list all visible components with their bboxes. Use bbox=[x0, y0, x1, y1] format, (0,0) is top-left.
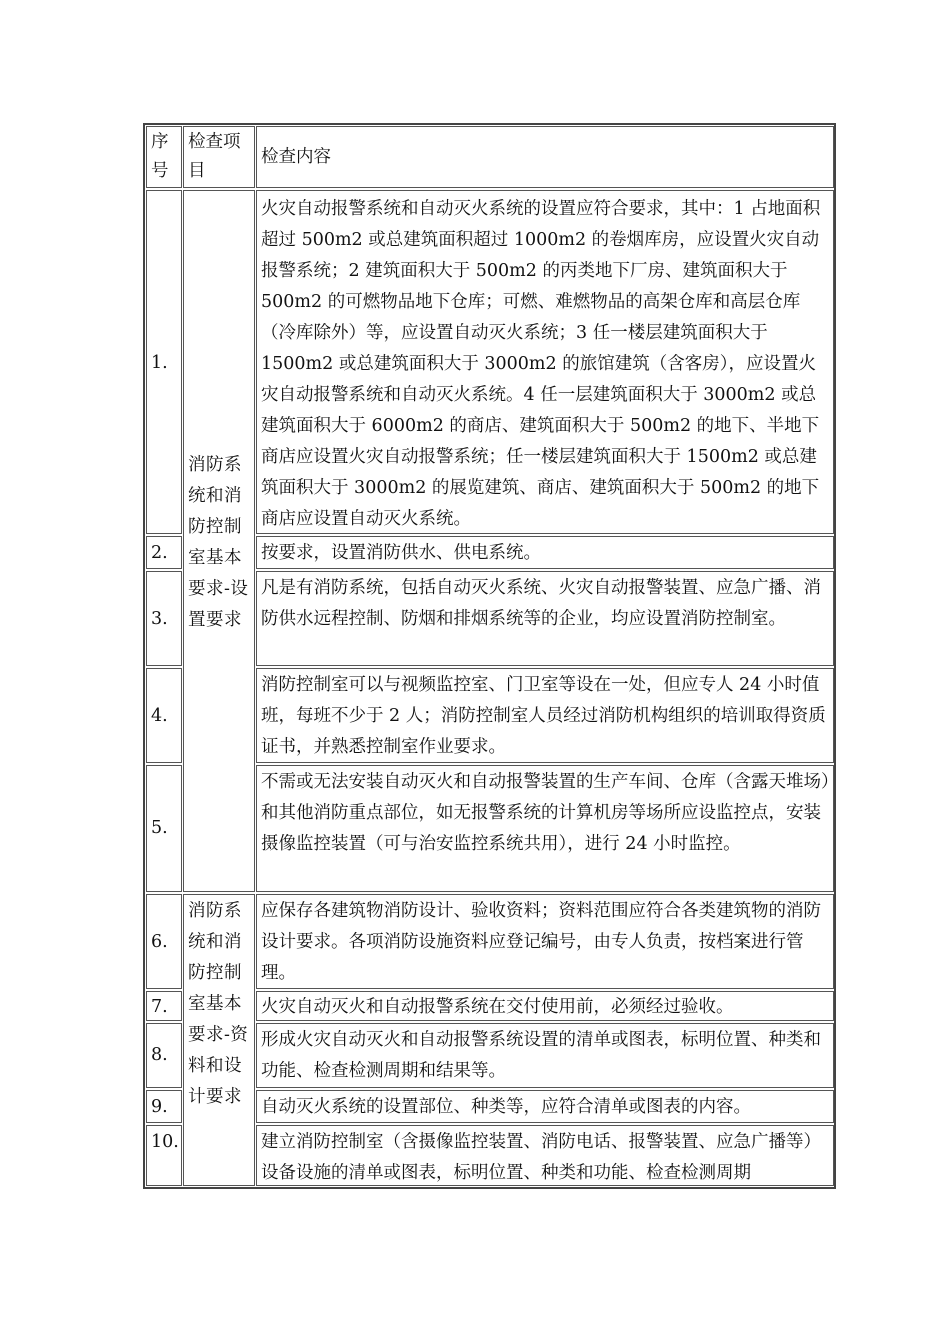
row-seq: 8. bbox=[151, 1045, 168, 1065]
seq-cell bbox=[146, 1023, 182, 1088]
row-seq: 3. bbox=[151, 609, 168, 629]
seq-cell bbox=[146, 190, 182, 534]
row-content: 火灾自动灭火和自动报警系统在交付使用前，必须经过验收。 bbox=[261, 997, 734, 1017]
content-cell bbox=[256, 190, 834, 534]
row-content: 凡是有消防系统，包括自动灭火系统、火灾自动报警装置、应急广播、消防供水远程控制、防烟和排烟系统等的企业，均应设置消防控制室。 bbox=[261, 578, 821, 629]
seq-cell bbox=[146, 894, 182, 989]
content-cell bbox=[256, 894, 834, 989]
category-label-setup: 消防系 统和消 防控制 室基本 要求-设 置要求 bbox=[188, 455, 249, 630]
row-content: 不需或无法安装自动灭火和自动报警装置的生产车间、仓库（含露天堆场）和其他消防重点部位，如无报警系统的计算机房等场所应设监控点，安装摄像监控装置（可与治安监控系统共用），进行 24 小时监控。 bbox=[261, 772, 830, 854]
content-cell bbox=[256, 765, 834, 892]
content-cell bbox=[256, 668, 834, 763]
row-content: 火灾自动报警系统和自动灭火系统的设置应符合要求，其中：1 占地面积超过 500m2 或总建筑面积超过 1000m2 的卷烟库房，应设置火灾自动报警系统；2 建筑面积大于 500m2 的丙类地下厂房、建筑面积大于 500m2 的可燃物品地下仓库；可燃、难燃物品的高架仓库和高层仓库（冷库除外）等，应设置自动灭火系统；3 任一楼层建筑面积大于 1500m2 或总建筑面积大于 3000m2 的旅馆建筑（含客房），应设置火灾自动报警系统和自动灭火系统。4 任一层建筑面积大于 3000m2 或总建筑面积大于 6000m2 的商店、建筑面积大于 500m2 的地下、半地下商店应设置火灾自动报警系统；任一楼层建筑面积大于 1500m2 或总建筑面积大于 3000m2 的展览建筑、商店、建筑面积大于 500m2 的地下商店应设置自动灭火系统。 bbox=[261, 199, 821, 529]
content-cell bbox=[256, 1090, 834, 1123]
header-item-cell bbox=[183, 126, 255, 188]
row-content: 应保存各建筑物消防设计、验收资料；资料范围应符合各类建筑物的消防设计要求。各项消防设施资料应登记编号，由专人负责，按档案进行管理。 bbox=[261, 901, 821, 983]
content-cell bbox=[256, 1125, 834, 1186]
seq-cell bbox=[146, 571, 182, 666]
seq-cell bbox=[146, 536, 182, 569]
seq-cell bbox=[146, 991, 182, 1021]
header-seq: 序 号 bbox=[151, 132, 169, 181]
row-content: 消防控制室可以与视频监控室、门卫室等设在一处，但应专人 24 小时值班，每班不少于 2 人；消防控制室人员经过消防机构组织的培训取得资质证书，并熟悉控制室作业要求。 bbox=[261, 675, 826, 757]
category-cell-setup bbox=[183, 190, 255, 892]
header-content: 检查内容 bbox=[261, 147, 331, 167]
seq-cell bbox=[146, 1125, 182, 1186]
row-seq: 4. bbox=[151, 706, 168, 726]
row-seq: 6. bbox=[151, 932, 168, 952]
row-seq: 10. bbox=[151, 1132, 179, 1152]
row-content: 按要求，设置消防供水、供电系统。 bbox=[261, 543, 541, 563]
seq-cell bbox=[146, 765, 182, 892]
row-content: 自动灭火系统的设置部位、种类等，应符合清单或图表的内容。 bbox=[261, 1097, 751, 1117]
header-content-cell bbox=[256, 126, 834, 188]
row-content: 建立消防控制室（含摄像监控装置、消防电话、报警装置、应急广播等）设备设施的清单或图表，标明位置、种类和功能、检查检测周期 bbox=[261, 1132, 821, 1183]
row-seq: 9. bbox=[151, 1097, 168, 1117]
row-seq: 7. bbox=[151, 997, 168, 1017]
seq-cell bbox=[146, 1090, 182, 1123]
category-cell-docs bbox=[183, 894, 255, 1186]
seq-cell bbox=[146, 668, 182, 763]
header-item: 检查项 目 bbox=[188, 132, 241, 181]
category-label-docs: 消防系 统和消 防控制 室基本 要求-资 料和设 计要求 bbox=[188, 901, 249, 1107]
content-cell bbox=[256, 1023, 834, 1088]
row-seq: 2. bbox=[151, 543, 168, 563]
row-seq: 1. bbox=[151, 353, 168, 373]
header-seq-cell bbox=[146, 126, 182, 188]
row-seq: 5. bbox=[151, 818, 168, 838]
content-cell bbox=[256, 536, 834, 569]
row-content: 形成火灾自动灭火和自动报警系统设置的清单或图表，标明位置、种类和功能、检查检测周期和结果等。 bbox=[261, 1030, 821, 1081]
content-cell bbox=[256, 571, 834, 666]
content-cell bbox=[256, 991, 834, 1021]
